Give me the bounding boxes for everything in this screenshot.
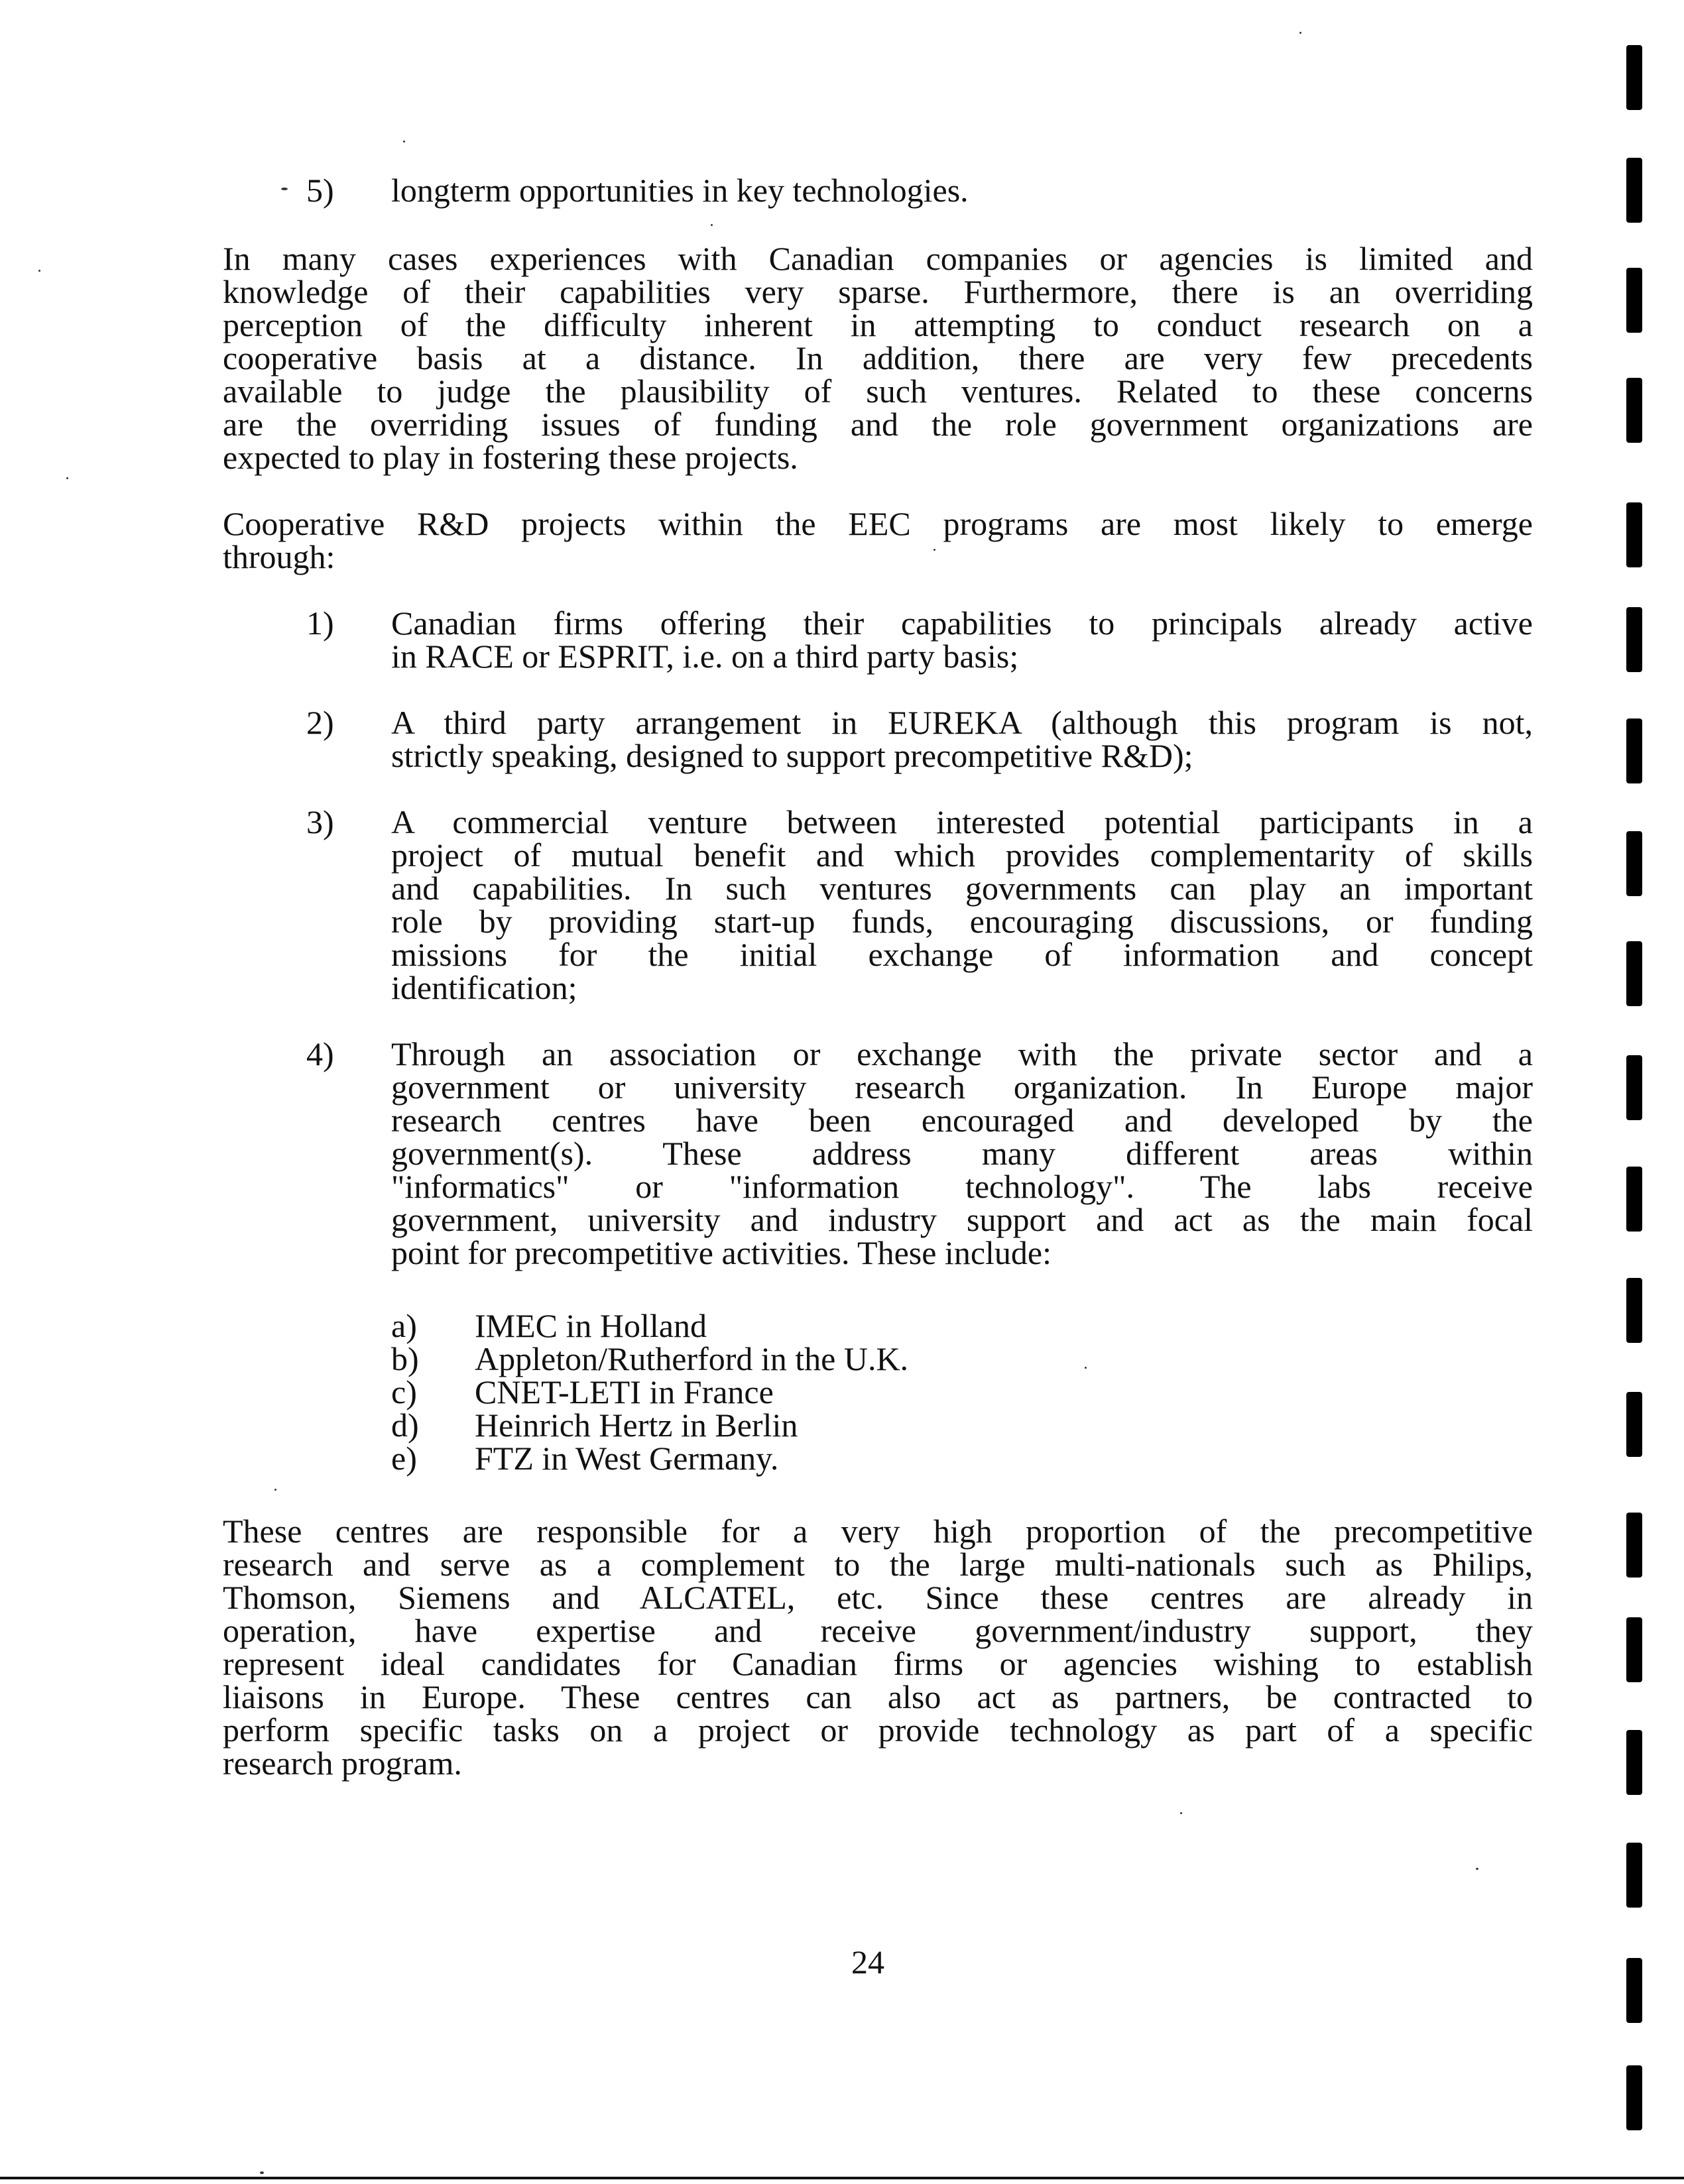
- scan-mark: [1626, 1843, 1642, 1908]
- text-line: are the overriding issues of funding and the role government organizations are: [223, 406, 1533, 443]
- sub-item-text: IMEC in Holland: [475, 1307, 707, 1344]
- text-line: These centres are responsible for a very high proportion of the precompetitive: [223, 1513, 1533, 1550]
- text-line: In many cases experiences with Canadian companies or agencies is limited and: [223, 240, 1533, 277]
- list-item-number: 2): [306, 704, 334, 741]
- text-line: government or university research organization. In Europe major: [391, 1068, 1533, 1106]
- speck: [933, 549, 935, 551]
- scan-mark: [1626, 1513, 1642, 1578]
- scan-mark: [1626, 1167, 1642, 1232]
- text-line: Cooperative R&D projects within the EEC programs are most likely to emerge: [223, 505, 1533, 542]
- text-line: research centres have been encouraged and developed by the: [391, 1102, 1533, 1139]
- list-item-text: longterm opportunities in key technologies.: [391, 172, 969, 209]
- speck: [274, 1489, 276, 1491]
- scan-mark: [1626, 378, 1642, 443]
- speck: [711, 224, 713, 226]
- text-line: expected to play in fostering these projects.: [223, 439, 798, 476]
- text-line: knowledge of their capabilities very sparse. Furthermore, there is an overriding: [223, 273, 1533, 310]
- text-line: available to judge the plausibility of such ventures. Related to these concerns: [223, 373, 1533, 410]
- sub-item-text: FTZ in West Germany.: [475, 1440, 779, 1477]
- text-line: research and serve as a complement to the large multi-nationals such as Philips,: [223, 1546, 1533, 1583]
- scan-mark: [1626, 718, 1642, 783]
- sub-item-letter: c): [391, 1373, 417, 1410]
- speck: [281, 188, 288, 190]
- text-line: perform specific tasks on a project or provide technology as part of a specific: [223, 1711, 1533, 1749]
- scan-mark: [1626, 1392, 1642, 1457]
- speck: [38, 270, 40, 272]
- scan-mark: [1626, 2065, 1642, 2130]
- text-line: A commercial venture between interested potential participants in a: [391, 803, 1533, 840]
- sub-item-letter: d): [391, 1407, 419, 1444]
- scan-mark: [1626, 1055, 1642, 1120]
- scan-mark: [1626, 158, 1642, 223]
- speck: [403, 141, 405, 143]
- sub-item-letter: e): [391, 1440, 417, 1477]
- scan-mark: [1626, 607, 1642, 672]
- text-line: government, university and industry support and act as the main focal: [391, 1201, 1533, 1238]
- scan-mark: [1626, 45, 1642, 110]
- text-line: role by providing start-up funds, encouraging discussions, or funding: [391, 903, 1533, 940]
- page-number: 24: [851, 1943, 884, 1981]
- list-item-number: 3): [306, 803, 334, 840]
- sub-item-text: Appleton/Rutherford in the U.K.: [475, 1340, 909, 1377]
- sub-item-text: Heinrich Hertz in Berlin: [475, 1407, 798, 1444]
- page-bottom-edge: [0, 2177, 1684, 2179]
- text-line: A third party arrangement in EUREKA (although this program is not,: [391, 704, 1533, 741]
- text-line: missions for the initial exchange of information and concept: [391, 936, 1533, 973]
- sub-item-letter: b): [391, 1340, 419, 1377]
- list-item-number: 5): [306, 172, 334, 209]
- speck: [1476, 1868, 1478, 1870]
- text-line: Canadian firms offering their capabilities to principals already active: [391, 604, 1533, 642]
- sub-item-text: CNET-LETI in France: [475, 1373, 774, 1410]
- text-line: represent ideal candidates for Canadian firms or agencies wishing to establish: [223, 1645, 1533, 1682]
- scan-mark: [1626, 1617, 1642, 1682]
- list-item-number: 4): [306, 1035, 334, 1072]
- list-item-number: 1): [306, 604, 334, 642]
- text-line: research program.: [223, 1745, 462, 1782]
- text-line: in RACE or ESPRIT, i.e. on a third party basis;: [391, 638, 1019, 675]
- text-line: liaisons in Europe. These centres can also act as partners, be contracted to: [223, 1678, 1533, 1715]
- text-line: project of mutual benefit and which provides complementarity of skills: [391, 836, 1533, 874]
- scan-mark: [1626, 502, 1642, 567]
- text-line: Through an association or exchange with the private sector and a: [391, 1035, 1533, 1072]
- scan-mark: [1626, 831, 1642, 896]
- scan-mark: [1626, 1730, 1642, 1795]
- text-line: strictly speaking, designed to support precompetitive R&D);: [391, 737, 1193, 774]
- text-line: government(s). These address many different areas within: [391, 1135, 1533, 1172]
- speck: [260, 2171, 264, 2174]
- text-line: cooperative basis at a distance. In addition, there are very few precedents: [223, 339, 1533, 376]
- scan-mark: [1626, 268, 1642, 333]
- text-line: perception of the difficulty inherent in attempting to conduct research on a: [223, 306, 1533, 343]
- scan-mark: [1626, 941, 1642, 1006]
- text-line: "informatics" or "information technology". The labs receive: [391, 1168, 1533, 1205]
- scan-mark: [1626, 1958, 1642, 2023]
- scan-mark: [1626, 1278, 1642, 1343]
- speck: [1085, 1367, 1087, 1369]
- speck: [66, 477, 68, 479]
- text-line: point for precompetitive activities. These include:: [391, 1234, 1052, 1271]
- sub-item-letter: a): [391, 1307, 417, 1344]
- speck: [1299, 32, 1301, 34]
- text-line: Thomson, Siemens and ALCATEL, etc. Since these centres are already in: [223, 1579, 1533, 1616]
- text-line: and capabilities. In such ventures governments can play an important: [391, 870, 1533, 907]
- text-line: through:: [223, 538, 335, 575]
- text-line: identification;: [391, 969, 577, 1006]
- text-line: operation, have expertise and receive government/industry support, they: [223, 1612, 1533, 1649]
- speck: [1180, 1812, 1182, 1814]
